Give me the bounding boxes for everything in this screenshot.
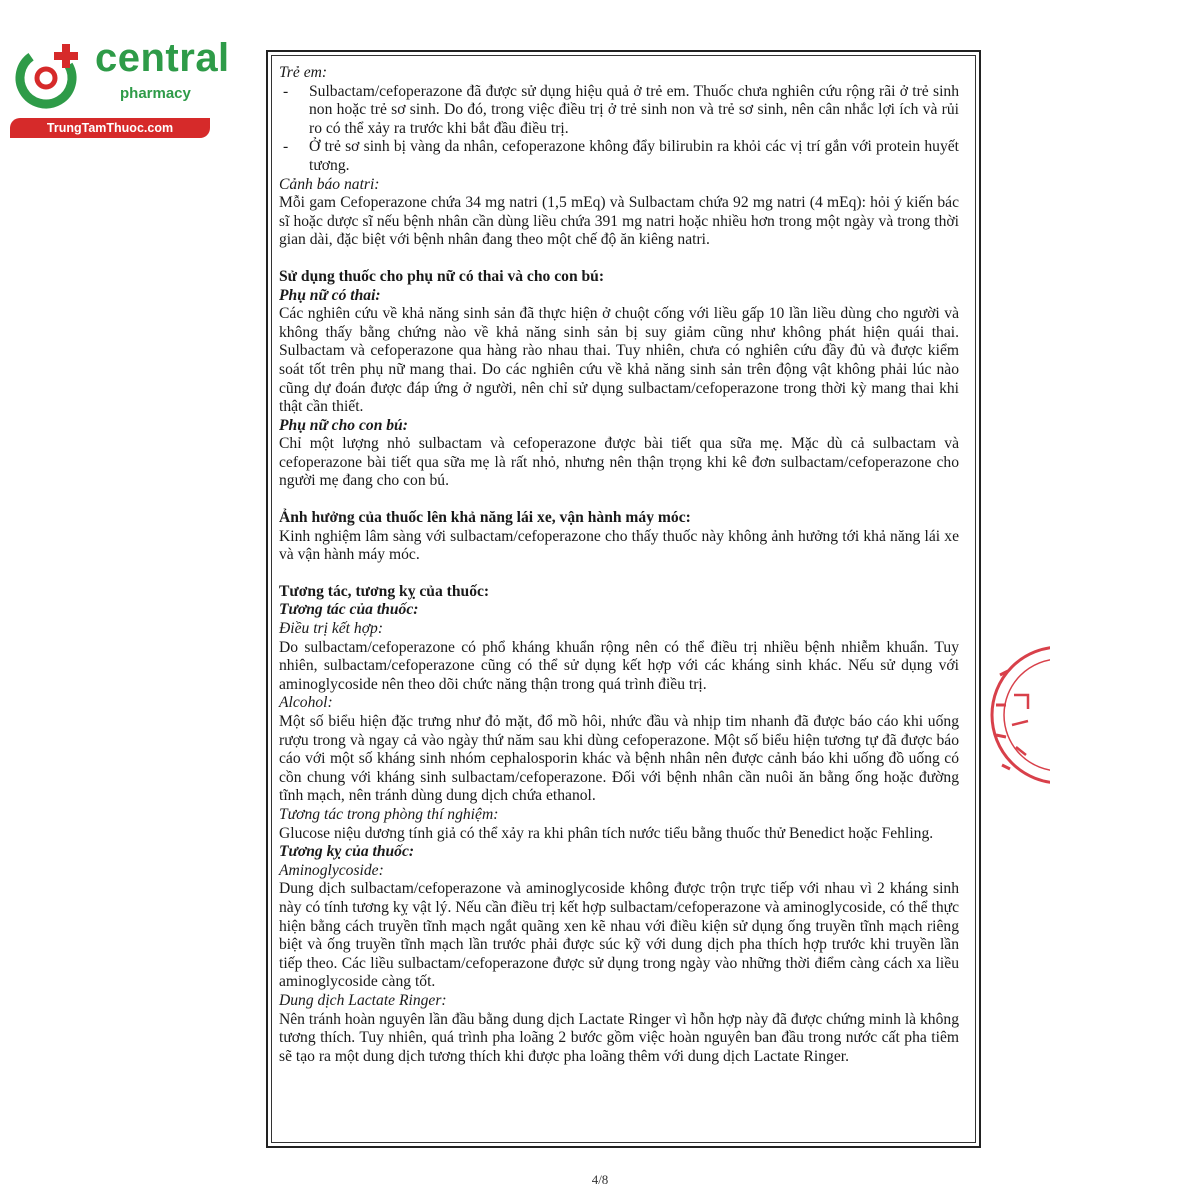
subheading-pregnant: Phụ nữ có thai: xyxy=(279,286,381,304)
bullet-item: - Ở trẻ sơ sinh bị vàng da nhân, cefoperazone không đẩy bilirubin ra khỏi các vị trí gắn với protein huyết tương. xyxy=(283,138,959,174)
paragraph: Dung dịch sulbactam/cefoperazone và aminoglycoside không được trộn trực tiếp với nhau vì 2 kháng sinh này có tính tương kỵ vật lý. Nếu cần điều trị kết hợp sulbactam/cefoperazone và aminoglycoside, có thể thực hiện bằng cách truyền tĩnh mạch ngắt quãng xen kẽ nhau với điều kiện sử dụng ống truyền tĩnh mạch riêng biệt và ống truyền tĩnh mạch lần trước phải được súc kỹ với dung dịch pha thích hợp trước khi truyền lần tiếp theo. Các liều sulbactam/cefoperazone được sử dụng trong ngày vào những thời điểm càng cách xa liều aminoglycoside càng tốt. xyxy=(279,880,959,991)
paragraph: Các nghiên cứu về khả năng sinh sản đã thực hiện ở chuột cống với liều gấp 10 lần liều dùng cho người và không thấy bằng chứng nào về khả năng sinh sản bị suy giảm cũng như không phát hiện quái thai. Sulbactam và cefoperazone qua hàng rào nhau thai. Tuy nhiên, chưa có nghiên cứu đầy đủ và được kiểm soát tốt trên phụ nữ mang thai. Do các nghiên cứu về khả năng sinh sản trên động vật không phải lúc nào cũng dự đoán được đáp ứng ở người, nên chỉ sử dụng sulbactam/cefoperazone trong thời kỳ mang thai khi thật cần thiết. xyxy=(279,305,959,416)
bullet-text: Ở trẻ sơ sinh bị vàng da nhân, cefoperazone không đẩy bilirubin ra khỏi các vị trí gắn với protein huyết tương. xyxy=(309,138,959,174)
logo-site: TrungTamThuoc.com xyxy=(10,118,210,138)
section-heading-driving: Ảnh hưởng của thuốc lên khả năng lái xe, vận hành máy móc: xyxy=(279,509,691,527)
section-heading-pregnancy: Sử dụng thuốc cho phụ nữ có thai và cho con bú: xyxy=(279,267,605,285)
paragraph: Glucose niệu dương tính giả có thể xảy ra khi phân tích nước tiểu bằng thuốc thử Benedict hoặc Fehling. xyxy=(279,824,934,842)
paragraph: Một số biểu hiện đặc trưng như đỏ mặt, đổ mồ hôi, nhức đầu và nhịp tim nhanh đã được báo cáo khi uống rượu trong và ngay cả vào ngày thứ năm sau khi dùng cefoperazone. Một số biểu hiện tương tự đã được báo cáo với một số kháng sinh nhóm cephalosporin khác và bệnh nhân nên được cảnh báo khi uống đồ uống có cồn chung với kháng sinh sulbactam/cefoperazone. Đối với bệnh nhân cần nuôi ăn bằng ống hoặc đường tĩnh mạch, nên tránh dùng dung dịch chứa ethanol. xyxy=(279,713,959,805)
bullet-item: - Sulbactam/cefoperazone đã được sử dụng hiệu quả ở trẻ em. Thuốc chưa nghiên cứu rộng rãi ở trẻ sinh non hoặc trẻ sơ sinh. Do đó, trong việc điều trị ở trẻ sinh non và trẻ sơ sinh, nên cân nhắc lợi ích và rủi ro có thể xảy ra trước khi bắt đầu điều trị. xyxy=(283,82,959,137)
central-pharmacy-logo xyxy=(10,36,230,138)
subheading-breastfeeding: Phụ nữ cho con bú: xyxy=(279,416,408,434)
heading-children: Trẻ em: xyxy=(279,64,328,81)
logo-brand: central xyxy=(95,36,230,80)
subheading-combination: Điều trị kết hợp: xyxy=(279,620,384,638)
page-number: 4/8 xyxy=(591,1172,609,1187)
subheading-alcohol: Alcohol: xyxy=(279,694,333,712)
paragraph: Chỉ một lượng nhỏ sulbactam và cefoperazone được bài tiết qua sữa mẹ. Mặc dù cả sulbactam và cefoperazone bài tiết qua sữa mẹ là rất nhỏ, nhưng nên thận trọng khi kê đơn sulbactam/cefoperazone cho người mẹ đang cho con bú. xyxy=(279,435,959,490)
bullet-text: Sulbactam/cefoperazone đã được sử dụng hiệu quả ở trẻ em. Thuốc chưa nghiên cứu rộng rãi ở trẻ sinh non hoặc trẻ sơ sinh. Do đó, trong việc điều trị ở trẻ sinh non và trẻ sơ sinh, nên cân nhắc lợi ích và rủi ro có thể xảy ra trước khi bắt đầu điều trị. xyxy=(309,82,959,137)
pharmacy-cross-logo-icon xyxy=(10,38,90,114)
subheading-aminoglycoside: Aminoglycoside: xyxy=(279,861,384,879)
subheading-lactate-ringer: Dung dịch Lactate Ringer: xyxy=(279,991,447,1009)
document-content xyxy=(279,64,959,1066)
document-frame xyxy=(266,50,981,1148)
red-stamp-icon xyxy=(990,635,1050,795)
paragraph: Nên tránh hoàn nguyên lần đầu bằng dung dịch Lactate Ringer vì hỗn hợp này đã được chứng minh là không tương thích. Tuy nhiên, quá trình pha loãng 2 bước gồm việc hoàn nguyên ban đầu trong nước cất pha tiêm sẽ tạo ra một dung dịch tương thích khi được pha loãng thêm với dung dịch Lactate Ringer. xyxy=(279,1010,959,1065)
subheading-incompatibility: Tương kỵ của thuốc: xyxy=(279,843,415,861)
paragraph: Mỗi gam Cefoperazone chứa 34 mg natri (1,5 mEq) và Sulbactam chứa 92 mg natri (4 mEq): hỏi ý kiến bác sĩ hoặc dược sĩ nếu bệnh nhân cần dùng liều chứa 391 mg natri hoặc nhiều hơn trong một ngày và trong thời gian dài, đặc biệt với bệnh nhân đang theo một chế độ ăn kiêng natri. xyxy=(279,194,959,249)
section-heading-interactions: Tương tác, tương kỵ của thuốc: xyxy=(279,582,490,600)
paragraph: Do sulbactam/cefoperazone có phổ kháng khuẩn rộng nên có thể điều trị nhiều bệnh nhiễm khuẩn. Tuy nhiên, sulbactam/cefoperazone cũng có thể sử dụng kết hợp với các kháng sinh khác. Nếu sử dụng với aminoglycoside nên theo dõi chức năng thận trong quá trình điều trị. xyxy=(279,638,959,693)
logo-subtitle: pharmacy xyxy=(120,85,191,102)
paragraph: Kinh nghiệm lâm sàng với sulbactam/cefoperazone cho thấy thuốc này không ảnh hưởng tới khả năng lái xe và vận hành máy móc. xyxy=(279,527,959,564)
subheading-interactions: Tương tác của thuốc: xyxy=(279,601,419,619)
subheading-lab-interactions: Tương tác trong phòng thí nghiệm: xyxy=(279,805,499,823)
heading-sodium-warning: Cảnh báo natri: xyxy=(279,175,380,193)
